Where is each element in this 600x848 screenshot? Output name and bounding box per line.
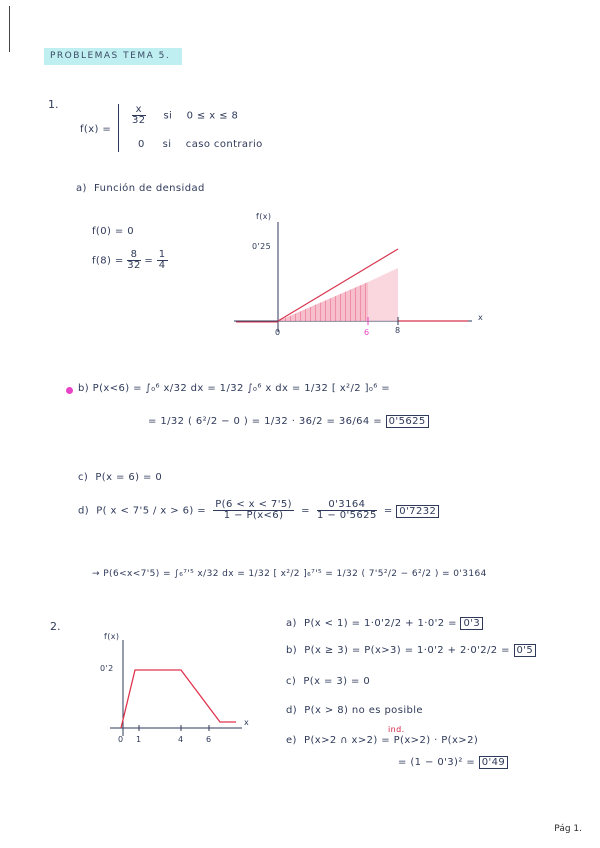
part-c-label: c) (78, 472, 89, 483)
part-d-denominator: 1 − P(x<6) (223, 510, 284, 521)
p2-b-label: b) (286, 645, 298, 656)
graph2-x-label: x (244, 718, 250, 727)
case2-si: si (162, 139, 172, 150)
part-a-label: a) (76, 183, 87, 194)
p2-b-text: P(x ≥ 3) = P(x>3) = 1·0'2 + 2·0'2/2 = (304, 645, 510, 656)
graph1-x-label: x (478, 313, 484, 322)
problem-1-number: 1. (48, 98, 59, 111)
p2-e-result: 0'49 (479, 756, 508, 769)
f8-num1: 8 (127, 250, 141, 261)
part-d-result: 0'7232 (396, 505, 439, 518)
p2-e-computation: = (1 − 0'3)² = (398, 757, 476, 768)
p2-part-d (286, 705, 423, 716)
graph2-x4: 4 (178, 735, 184, 744)
f-at-0: f(0) = 0 (92, 226, 134, 237)
f8-den2: 4 (158, 260, 166, 271)
f8-num2: 1 (158, 249, 166, 260)
p2-c-label: c) (286, 676, 297, 687)
part-d-line-2: → P(6<x<7'5) = ∫₆⁷'⁵ x/32 dx = 1/32 [ x²/2 ]₆⁷'⁵ = 1/32 ( 7'5²/2 − 6²/2 ) = 0'3164 (92, 569, 487, 579)
p2-e-independence-note: ind. (388, 725, 405, 734)
page-number: Pág 1. (554, 824, 582, 834)
page-title: PROBLEMAS TEMA 5. (44, 48, 182, 65)
p2-part-e (286, 735, 478, 746)
part-d-lhs: P( x < 7'5 / x > 6) = (96, 505, 207, 517)
case2-value: 0 (138, 139, 145, 150)
p2-b-result: 0'5 (514, 644, 537, 657)
case2-condition: caso contrario (185, 139, 263, 150)
graph1-y-label: f(x) (256, 212, 272, 221)
graph2-density-polyline (121, 670, 236, 728)
part-b-result: 0'5625 (386, 415, 429, 428)
case1-denominator: 32 (132, 115, 146, 126)
p2-part-b (286, 645, 536, 656)
f8-eq: = (144, 255, 154, 267)
graph2-x0: 0 (118, 735, 124, 744)
part-b-label: b) (78, 383, 90, 394)
case1-si: si (163, 110, 173, 122)
p2-a-label: a) (286, 618, 297, 629)
case1-condition: 0 ≤ x ≤ 8 (186, 110, 239, 122)
part-d-label: d) (78, 505, 90, 517)
part-c-text: P(x = 6) = 0 (95, 472, 163, 483)
p2-e-label: e) (286, 735, 297, 746)
graph2-y-value: 0'2 (100, 664, 114, 673)
p2-a-result: 0'3 (460, 617, 483, 630)
p2-e-text: P(x>2 ∩ x>2) (304, 735, 378, 746)
p2-part-c (286, 676, 370, 687)
part-b-integral: P(x<6) = ∫₀⁶ x/32 dx = 1/32 ∫₀⁶ x dx = 1/32 [ x²/2 ]₀⁶ = (92, 383, 391, 394)
graph1-x0: 0 (275, 328, 281, 337)
part-d-denominator-2: 1 − 0'5625 (317, 510, 377, 521)
part-d-numerator-2: 0'3164 (317, 500, 377, 511)
p2-d-label: d) (286, 705, 298, 716)
case1-numerator: x (132, 105, 146, 116)
p2-c-text: P(x = 3) = 0 (303, 676, 371, 687)
part-b-computation: = 1/32 ( 6²/2 − 0 ) = 1/32 · 36/2 = 36/64 = (148, 416, 383, 427)
graph1-x8: 8 (395, 326, 401, 335)
part-d-eq-2: = (383, 505, 393, 517)
p2-d-text: P(x > 8) no es posible (304, 705, 423, 716)
graph1-y-value: 0'25 (252, 242, 272, 251)
part-d-numerator: P(6 < x < 7'5) (215, 499, 292, 510)
graph2-y-label: f(x) (104, 632, 120, 641)
problem-2-number: 2. (50, 620, 61, 633)
part-d-eq: = (301, 505, 310, 517)
p2-a-text: P(x < 1) = 1·0'2/2 + 1·0'2 = (304, 618, 457, 629)
graph2-x6: 6 (206, 735, 212, 744)
f8-lhs: f(8) = (92, 255, 124, 267)
p2-e-rhs: = P(x>2) · P(x>2) (381, 735, 479, 746)
part-a-text: Función de densidad (94, 183, 205, 194)
f8-den1: 32 (127, 260, 141, 271)
p2-part-e-line-2 (398, 757, 508, 768)
p2-part-a (286, 618, 483, 629)
graph2-x1: 1 (136, 735, 142, 744)
graph1-x6: 6 (364, 328, 370, 337)
density-lhs: f(x) = (80, 124, 112, 135)
